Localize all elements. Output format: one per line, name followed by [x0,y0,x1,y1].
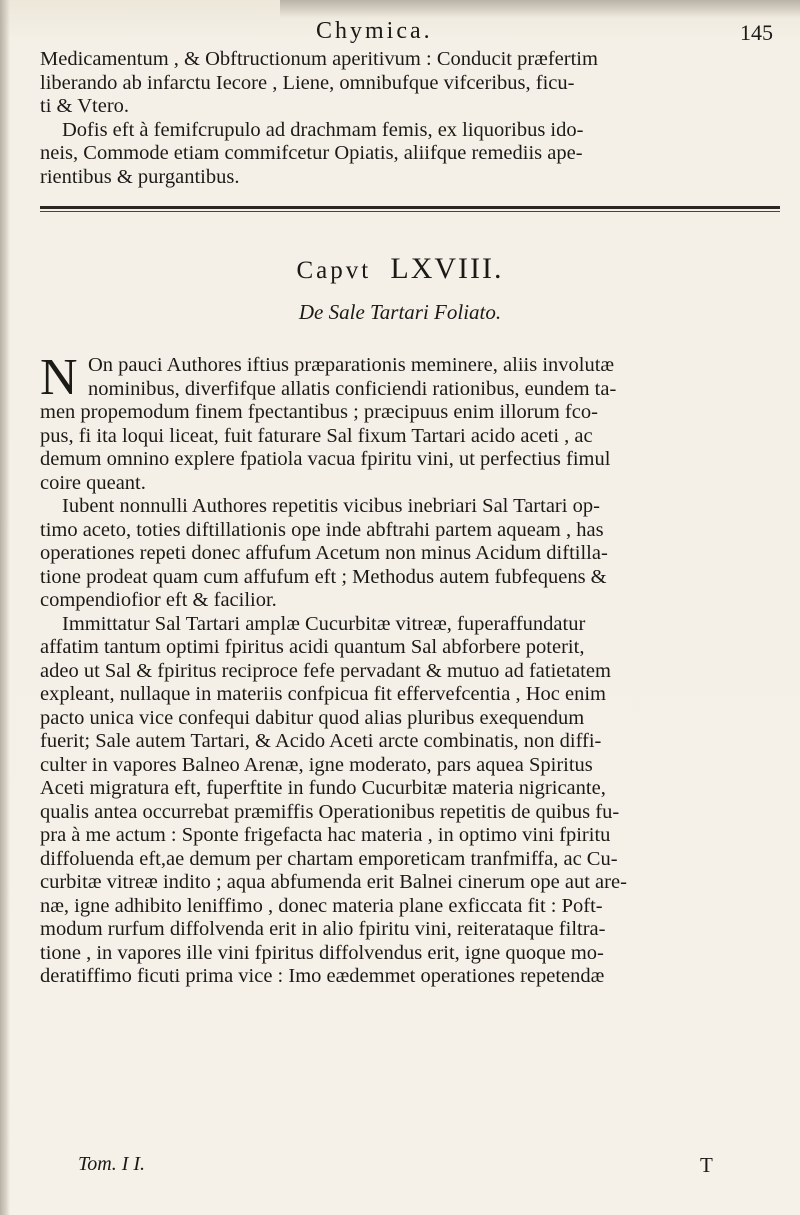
page-footer [0,1153,800,1181]
text-line: neis, Commode etiam commifcetur Opiatis, aliifque remediis ape- [40,142,583,164]
page-number: 145 [740,20,773,45]
text-line: pacto unica vice confequi dabitur quod alias pluribus exequendum [40,706,585,729]
text-line: men propemodum finem fpectantibus ; præcipuus enim illorum fco- [40,401,598,423]
text-line: operationes repeti donec affufum Acetum non minus Acidum diftilla- [40,542,608,564]
text-line: modum rurfum diffolvenda erit in alio fpiritu vini, reiterataque filtra- [40,918,606,940]
chapter-label: Capvt [296,257,372,284]
text-line: Iubent nonnulli Authores repetitis vicibus inebriari Sal Tartari op- [62,495,600,517]
body-text [40,349,780,989]
page-edge-shadow [0,0,10,1215]
chapter-number: LXVIII. [390,252,504,285]
text-line: affatim tantum optimi fpiritus acidi quantum Sal abforbere poterit, [40,636,585,658]
text-line: culter in vapores Balneo Arenæ, igne moderato, pars aquea Spiritus [40,753,593,776]
running-head [0,14,800,48]
catchword: T [700,1153,713,1177]
text-line: rientibus & purgantibus. [40,165,240,188]
text-line: curbitæ vitreæ indito ; aqua abfumenda erit Balnei cinerum ope aut are- [40,871,627,893]
chapter-heading [0,252,800,286]
signature-mark: Tom. I I. [78,1153,146,1175]
text-line: On pauci Authores iftius præparationis meminere, aliis involutæ [88,354,615,376]
drop-capital: N [40,349,78,406]
text-line: timo aceto, toties diftillationis ope inde abftrahi partem aqueam , has [40,518,604,541]
text-line: Dofis eft à femifcrupulo ad drachmam femis, ex liquoribus ido- [62,118,584,141]
text-line: Aceti migratura eft, fuperftite in fundo Cucurbitæ materia nigricante, [40,777,606,799]
text-line: deratiffimo ficuti prima vice : Imo eædemmet operationes repetendæ [40,965,605,987]
text-line: ti & Vtero. [40,95,130,117]
top-text-block [40,48,780,189]
text-line: næ, igne adhibito leniffimo , donec materia plane exficcata fit : Poft- [40,894,603,917]
text-line: tione , in vapores ille vini fpiritus diffolvendus erit, igne quoque mo- [40,941,604,964]
text-line: Immittatur Sal Tartari amplæ Cucurbitæ vitreæ, fuperaffundatur [62,612,586,635]
text-line: liberando ab infarctu Iecore , Liene, omnibufque vifceribus, ficu- [40,71,575,94]
section-rule [40,206,780,209]
text-line: nominibus, diverfifque allatis conficiendi rationibus, eundem ta- [88,377,617,400]
text-line: pra à me actum : Sponte frigefacta hac materia , in optimo vini fpiritu [40,824,611,846]
text-line: compendiofior eft & facilior. [40,589,277,611]
text-line: diffoluenda eft,ae demum per chartam emporeticam tranfmiffa, ac Cu- [40,847,618,870]
text-line: coire queant. [40,471,146,494]
text-line: tione prodeat quam cum affufum eft ; Methodus autem fubfequens & [40,565,607,588]
text-line: fuerit; Sale autem Tartari, & Acido Aceti arcte combinatis, non diffi- [40,730,602,752]
text-line: demum omnino explere fpatiola vacua fpiritu vini, ut perfectius fimul [40,448,611,470]
text-line: expleant, nullaque in materiis confpicua fit effervefcentia , Hoc enim [40,683,606,705]
text-line: Medicamentum , & Obftructionum aperitivum : Conducit præfertim [40,48,598,70]
text-line: adeo ut Sal & fpiritus reciproce fefe pervadant & mutuo ad fatietatem [40,659,611,682]
text-line: pus, fi ita loqui liceat, fuit faturare Sal fixum Tartari acido aceti , ac [40,424,593,447]
section-rule-thin [40,211,780,212]
running-head-title: Chymica. [316,18,433,44]
text-line: qualis antea occurrebat præmiffis Operationibus repetitis de quibus fu- [40,800,620,823]
chapter-subtitle: De Sale Tartari Foliato. [298,300,502,324]
